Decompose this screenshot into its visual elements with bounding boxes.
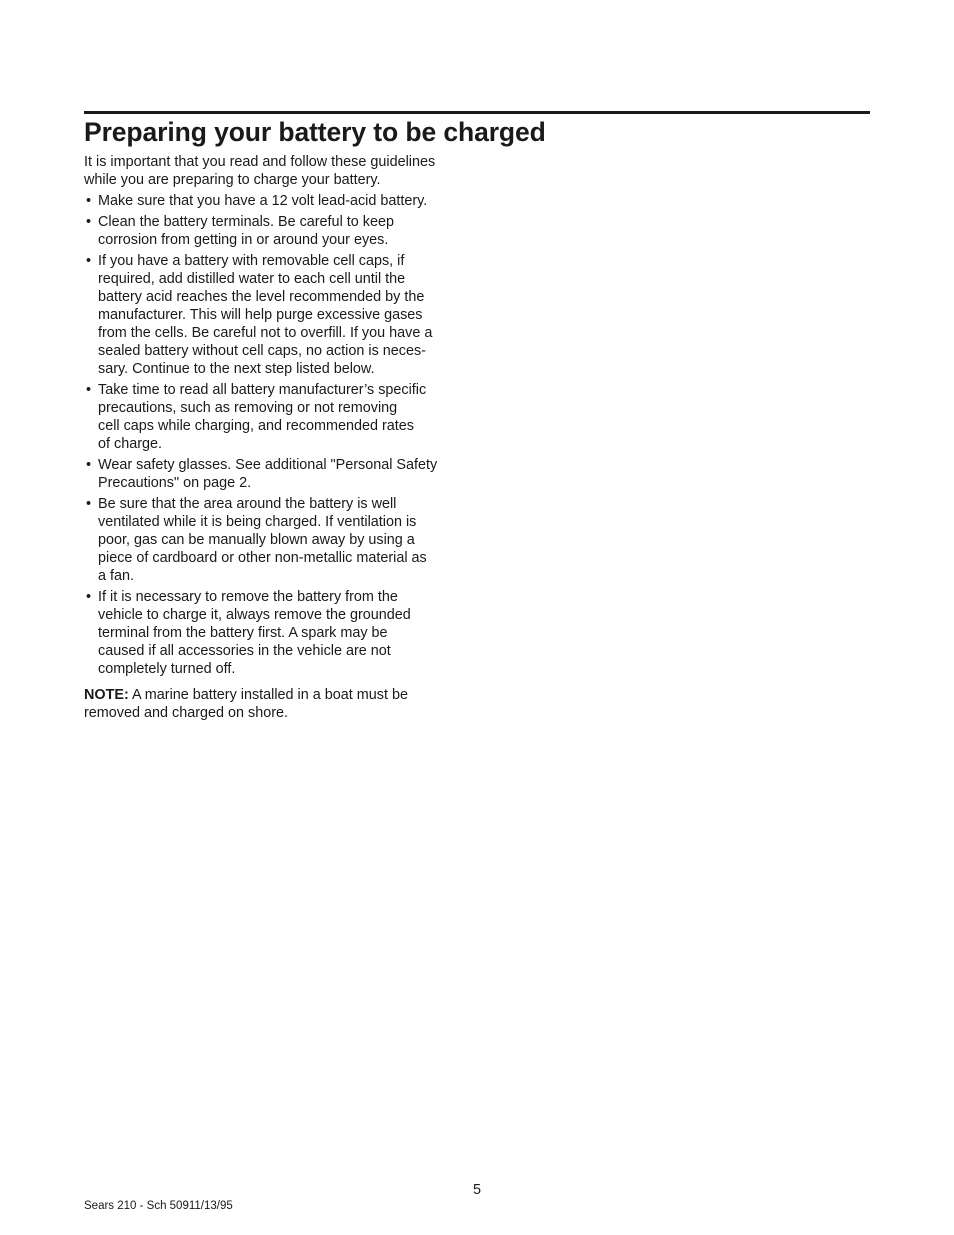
guideline-line: Take time to read all battery manufacturer’s specific bbox=[98, 382, 427, 398]
guideline-list bbox=[84, 192, 484, 678]
note-line: removed and charged on shore. bbox=[84, 705, 288, 721]
guideline-line: caused if all accessories in the vehicle are not bbox=[98, 643, 391, 659]
guideline-line: If you have a battery with removable cell caps, if bbox=[98, 253, 405, 269]
guideline-line: sary. Continue to the next step listed below. bbox=[98, 361, 375, 377]
bullet-marker: • bbox=[86, 496, 92, 512]
guideline-item bbox=[84, 495, 484, 585]
page-title: Preparing your battery to be charged bbox=[84, 117, 546, 147]
guideline-line: ventilated while it is being charged. If ventilation is bbox=[98, 514, 417, 530]
guideline-line: vehicle to charge it, always remove the grounded bbox=[98, 607, 411, 623]
guideline-line: of charge. bbox=[98, 436, 162, 452]
guideline-line: corrosion from getting in or around your eyes. bbox=[98, 232, 389, 248]
page-number: 5 bbox=[472, 1182, 481, 1198]
main-content bbox=[84, 153, 484, 722]
note-label: NOTE: bbox=[84, 687, 129, 703]
intro-line: It is important that you read and follow these guidelines bbox=[84, 154, 436, 170]
guideline-line: battery acid reaches the level recommended by the bbox=[98, 289, 425, 305]
guideline-line: Be sure that the area around the battery is well bbox=[98, 496, 397, 512]
guideline-line: If it is necessary to remove the battery from the bbox=[98, 589, 398, 605]
note-text: A marine battery installed in a boat must be bbox=[128, 687, 408, 703]
guideline-line: Precautions" on page 2. bbox=[98, 475, 252, 491]
note-line bbox=[84, 686, 484, 704]
intro-line: while you are preparing to charge your battery. bbox=[84, 172, 381, 188]
bullet-marker: • bbox=[86, 589, 92, 605]
note-paragraph bbox=[84, 686, 484, 722]
guideline-line: precautions, such as removing or not removing bbox=[98, 400, 398, 416]
bullet-marker: • bbox=[86, 457, 92, 473]
guideline-item bbox=[84, 252, 484, 378]
guideline-line: Clean the battery terminals. Be careful to keep bbox=[98, 214, 394, 230]
guideline-line: a fan. bbox=[98, 568, 135, 584]
guideline-line: piece of cardboard or other non-metallic material as bbox=[98, 550, 427, 566]
guideline-line: poor, gas can be manually blown away by using a bbox=[98, 532, 415, 548]
guideline-line: Make sure that you have a 12 volt lead-acid battery. bbox=[98, 193, 428, 209]
guideline-line: Wear safety glasses. See additional "Personal Safety bbox=[98, 457, 438, 473]
guideline-item bbox=[84, 456, 484, 492]
footer-document-code: Sears 210 - Sch 50911/13/95 bbox=[84, 1200, 233, 1212]
guideline-line: terminal from the battery first. A spark may be bbox=[98, 625, 388, 641]
guideline-line: completely turned off. bbox=[98, 661, 236, 677]
guideline-item bbox=[84, 381, 484, 453]
guideline-line: sealed battery without cell caps, no action is neces- bbox=[98, 343, 426, 359]
intro-paragraph bbox=[84, 153, 484, 189]
guideline-line: manufacturer. This will help purge excessive gases bbox=[98, 307, 423, 323]
bullet-marker: • bbox=[86, 253, 92, 269]
bullet-marker: • bbox=[86, 193, 92, 209]
guideline-item bbox=[84, 213, 484, 249]
guideline-line: required, add distilled water to each cell until the bbox=[98, 271, 406, 287]
guideline-item bbox=[84, 192, 484, 210]
guideline-line: cell caps while charging, and recommended rates bbox=[98, 418, 414, 434]
bullet-marker: • bbox=[86, 382, 92, 398]
guideline-item bbox=[84, 588, 484, 678]
bullet-marker: • bbox=[86, 214, 92, 230]
guideline-line: from the cells. Be careful not to overfill. If you have a bbox=[98, 325, 433, 341]
